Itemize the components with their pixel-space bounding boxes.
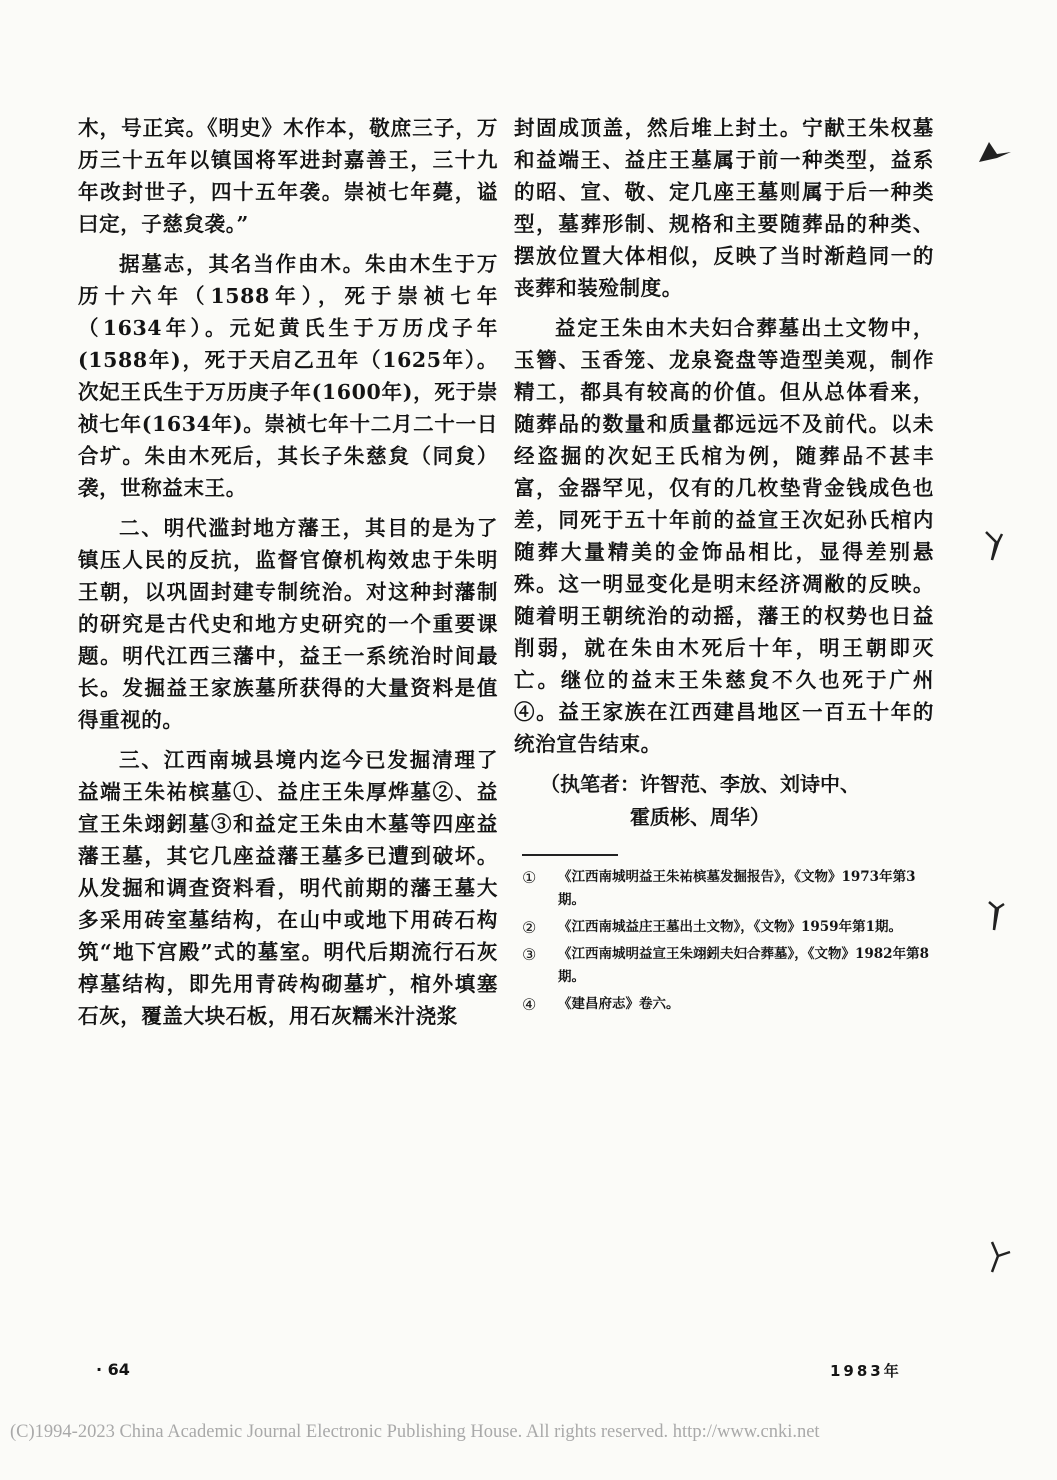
footnote-number: ② bbox=[522, 918, 537, 937]
right-column bbox=[514, 112, 934, 1020]
paragraph: 封固成顶盖，然后堆上封土。宁献王朱权墓和益端王、益庄王墓属于前一种类型，益系的昭、宣、敬、定几座王墓则属于后一种类型，墓葬形制、规格和主要随葬品的种类、摆放位置大体相似，反映了当时渐趋同一的丧葬和装殓制度。 bbox=[514, 116, 934, 300]
paragraph: 益定王朱由木夫妇合葬墓出土文物中，玉簪、玉香笼、龙泉瓷盘等造型美观，制作精工，都具有较高的价值。但从总体看来，随葬品的数量和质量都远远不及前代。以未经盗掘的次妃王氏棺为例，随葬品不甚丰富，金器罕见，仅有的几枚垫背金钱成色也差，同死于五十年前的益宣王次妃孙氏棺内随葬大量精美的金饰品相比，显得差别悬殊。这一明显变化是明末经济凋敝的反映。随着明王朝统治的动摇，藩王的权势也日益削弱，就在朱由木死后十年，明王朝即灭亡。继位的益末王朱慈炱不久也死于广州④。益王家族在江西建昌地区一百五十年的统治宣告结束。 bbox=[514, 316, 934, 756]
footnote bbox=[522, 866, 934, 912]
scan-mark-icon bbox=[975, 138, 1015, 168]
footnote-divider bbox=[522, 854, 618, 856]
footnote bbox=[522, 993, 934, 1016]
copyright-notice: (C)1994-2023 China Academic Journal Electronic Publishing House. All rights reserved. http://www.cnki.net bbox=[10, 1422, 820, 1442]
footnote-number: ④ bbox=[522, 995, 537, 1014]
byline-line: 霍质彬、周华） bbox=[630, 805, 770, 829]
footnote-text: 《建昌府志》卷六。 bbox=[558, 996, 680, 1012]
footnote-number: ① bbox=[522, 868, 537, 887]
footnote bbox=[522, 943, 934, 989]
footnote-text: 《江西南城益庄王墓出土文物》，《文物》1959年第1期。 bbox=[558, 919, 902, 935]
footnote bbox=[522, 916, 934, 939]
byline-line: （执笔者：许智范、李放、刘诗中、 bbox=[540, 772, 860, 796]
paragraph: 二、明代滥封地方藩王，其目的是为了镇压人民的反抗，监督官僚机构效忠于朱明王朝，以巩固封建专制统治。对这种封藩制的研究是古代史和地方史研究的一个重要课题。明代江西三藩中，益王一系统治时间最长。发掘益王家族墓所获得的大量资料是值得重视的。 bbox=[78, 516, 498, 732]
footer-year: 1983年 bbox=[830, 1362, 902, 1380]
paragraph: 木，号正宾。《明史》木作本，敬庶三子，万历三十五年以镇国将军进封嘉善王，三十九年改封世子，四十五年袭。崇祯七年薨，谥曰定，子慈炱袭。” bbox=[78, 116, 498, 236]
scan-mark-icon bbox=[986, 894, 1006, 934]
page-number: · 64 bbox=[96, 1360, 130, 1379]
author-byline bbox=[514, 768, 934, 834]
footnote-text: 《江西南城明益王朱祐槟墓发掘报告》，《文物》1973年第3期。 bbox=[558, 869, 916, 908]
scan-mark-icon bbox=[984, 528, 1004, 564]
footnotes bbox=[522, 866, 934, 1016]
scan-mark-icon bbox=[988, 1240, 1014, 1274]
footnote-number: ③ bbox=[522, 945, 537, 964]
paragraph: 三、江西南城县境内迄今已发掘清理了益端王朱祐槟墓①、益庄王朱厚烨墓②、益宣王朱翊鈏墓③和益定王朱由木墓等四座益藩王墓，其它几座益藩王墓多已遭到破坏。从发掘和调查资料看，明代前期的藩王墓大多采用砖室墓结构，在山中或地下用砖石构筑“地下宫殿”式的墓室。明代后期流行石灰椁墓结构，即先用青砖构砌墓圹，棺外填塞石灰，覆盖大块石板，用石灰糯米汁浇浆 bbox=[78, 748, 498, 1028]
left-column bbox=[78, 112, 498, 1040]
footnote-text: 《江西南城明益宣王朱翊鈏夫妇合葬墓》，《文物》1982年第8期。 bbox=[558, 946, 929, 985]
paragraph: 据墓志，其名当作由木。朱由木生于万历十六年（1588年），死于崇祯七年（1634年）。元妃黄氏生于万历戊子年(1588年)，死于天启乙丑年（1625年）。次妃王氏生于万历庚子年(1600年)，死于崇祯七年(1634年)。崇祯七年十二月二十一日合圹。朱由木死后，其长子朱慈炱（同炱）袭，世称益末王。 bbox=[78, 252, 498, 500]
